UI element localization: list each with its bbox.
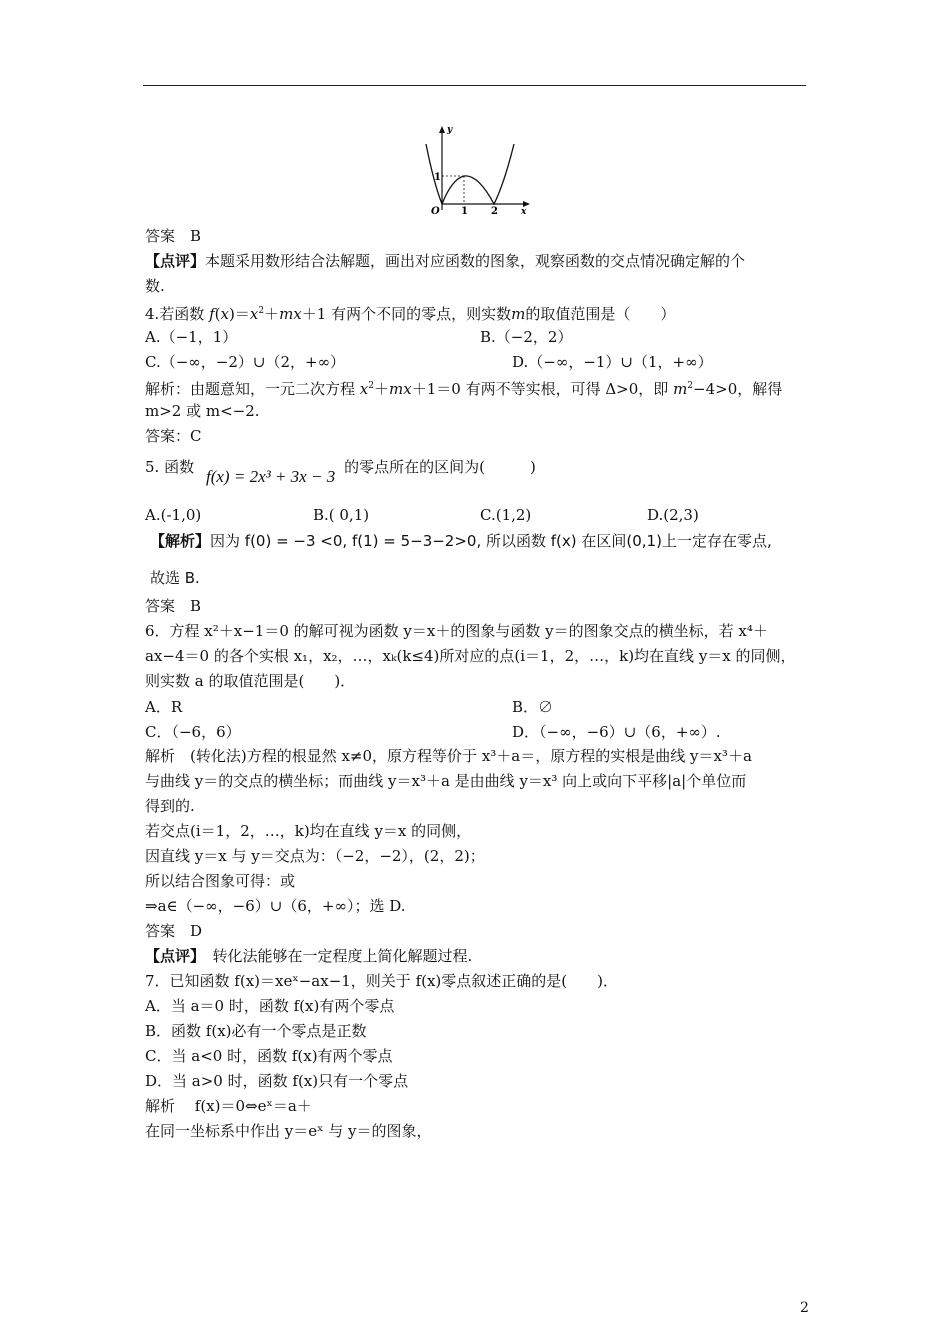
y-tick-1: 1 [434,172,441,183]
comment-tag: 【点评】 [145,252,206,270]
q6-opt-c: C．（−6，6） [145,723,241,741]
q5-answer: 答案 B [145,597,202,615]
q7-a2: 在同一坐标系中作出 y＝eˣ 与 y＝的图象， [145,1122,432,1140]
q5-stem-pre: 5. 函数 [145,458,195,476]
q4-analysis-1b: 有两不等实根，可得 Δ>0，即 [465,380,669,398]
q6-comment [145,946,472,966]
q4-analysis-1: 解析：由题意知，一元二次方程 [145,380,356,398]
q6-a3: 得到的. [145,797,195,815]
q6-a2: 与曲线 y＝的交点的横坐标；而曲线 y＝x³＋a 是由曲线 y＝x³ 向上或向下平移|a|个单位而 [145,772,747,790]
q7-opt-d: D．当 a>0 时，函数 f(x)只有一个零点 [145,1072,409,1090]
q5-opt-d: D.(2,3) [647,506,699,524]
q6-line3: 则实数 a 的取值范围是( )． [145,672,356,690]
q6-line2: ax−4＝0 的各个实根 x₁，x₂，…，xₖ(k≤4)所对应的点(i＝1，2，…，k)均在直线 y＝x 的同侧， [145,647,796,665]
q5-analysis-2: 故选 B. [150,569,200,587]
q7-opt-a: A．当 a＝0 时，函数 f(x)有两个零点 [145,997,395,1015]
q3-comment-cont: 数. [145,277,165,295]
q4-stem-pre: 4.若函数 [145,305,210,323]
x-tick-2: 2 [491,206,498,216]
q6-comment-tag: 【点评】 [145,947,198,965]
q3-comment [145,251,745,271]
origin-label: O [431,206,440,216]
q6-a4: 若交点(i＝1，2，…，k)均在直线 y＝x 的同侧， [145,822,472,840]
q5-opt-b: B.( 0,1) [313,506,370,524]
q5-analysis [150,531,772,551]
q4-analysis: 解析：由题意知，一元二次方程 $x^2+mx+1=0$ 有两不等实根，可得 Δ>0，即 $m^2-4>0$，解得 [145,380,783,398]
q5-opt-c: C.(1,2) [480,506,532,524]
q4-opt-a: A.（−1，1） [145,328,238,346]
y-label: y [447,125,453,135]
q4-opt-d: D.（−∞，−1）∪（1，+∞） [512,353,713,371]
q5-formula: f(x) = 2x³ + 3x − 3 [206,467,336,486]
q6-a1: 解析 (转化法)方程的根显然 x≠0，原方程等价于 x³＋a＝，原方程的实根是曲线 y＝x³＋a [145,747,752,765]
page-number: 2 [800,1300,809,1316]
q7-opt-c: C．当 a<0 时，函数 f(x)有两个零点 [145,1047,393,1065]
q6-opt-a: A．R [145,698,183,716]
q6-opt-d: D．（−∞，−6）∪（6，+∞）. [512,723,721,741]
q7-a1: 解析 f(x)＝0⇔eˣ＝a＋ [145,1097,312,1115]
q3-answer: 答案 B [145,227,202,245]
q4-opt-b: B.（−2，2） [480,328,573,346]
q6-a6: 所以结合图象可得：或 [145,872,296,890]
q4-analysis-2: m>2 或 m<−2. [145,402,260,420]
q7-opt-b: B．函数 f(x)必有一个零点是正数 [145,1022,367,1040]
q4-stem-post: 有两个不同的零点，则实数 [331,305,512,323]
q4-stem-end: 的取值范围是（ ） [525,305,676,323]
q4-analysis-1c: ，解得 [737,380,783,398]
q6-comment-text: 转化法能够在一定程度上简化解题过程. [197,947,473,965]
header-rule [143,85,806,86]
q4-answer: 答案：C [145,427,202,445]
y-arrow [439,126,445,133]
q5-stem-post: 的零点所在的区间为( ) [344,458,536,476]
x-tick-1: 1 [461,206,468,216]
q6-line1: 6．方程 x²＋x−1＝0 的解可视为函数 y＝x＋的图象与函数 y＝的图象交点的横坐标，若 x⁴＋ [145,622,768,640]
q7-stem: 7．已知函数 f(x)＝xeˣ−ax−1，则关于 f(x)零点叙述正确的是( )． [145,972,618,990]
q6-a7: ⇒a∈（−∞，−6）∪（6，+∞）；选 D. [145,897,406,915]
x-label: x [521,207,527,216]
q5-opt-a: A.(-1,0) [145,506,202,524]
q5-analysis-tag: 【解析】 [150,532,211,550]
q6-opt-b: B．∅ [512,698,554,716]
comment-text: 本题采用数形结合法解题，画出对应函数的图象，观察函数的交点情况确定解的个 [205,252,746,270]
function-graph [418,124,533,216]
q6-answer: 答案 D [145,922,203,940]
q4-opt-c: C.（−∞，−2）∪（2，+∞） [145,353,346,371]
q6-a5: 因直线 y＝x 与 y＝交点为：（−2，−2），(2，2)； [145,847,485,865]
q5-analysis-1: 因为 f(0) = −3 <0, f(1) = 5−3−2>0, 所以函数 f(x) 在区间(0,1)上一定存在零点, [210,532,772,550]
q4-stem: 4.若函数 $f(x)=x^2+mx+1$ 有两个不同的零点，则实数m的取值范围是（ ） [145,305,676,323]
q5-stem [145,457,536,477]
